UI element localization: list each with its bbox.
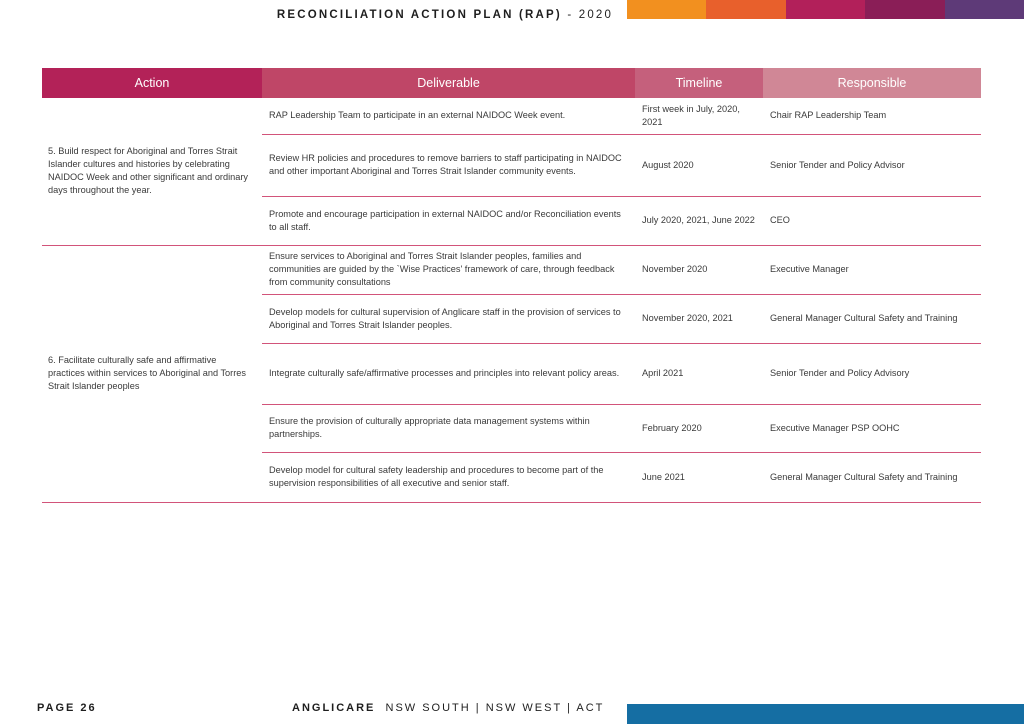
org-name: ANGLICARE — [292, 702, 376, 714]
timeline-cell: July 2020, 2021, June 2022 — [635, 196, 763, 245]
document-title-year: - 2020 — [561, 9, 614, 21]
color-segment-3 — [786, 0, 865, 19]
responsible-cell: Executive Manager PSP OOHC — [763, 404, 981, 452]
deliverable-cell: Promote and encourage participation in external NAIDOC and/or Reconciliation events to all staff. — [262, 196, 635, 245]
responsible-cell: CEO — [763, 196, 981, 245]
header-responsible: Responsible — [763, 68, 981, 98]
timeline-cell: August 2020 — [635, 134, 763, 196]
rap-table — [42, 68, 981, 503]
action-5-cell: 5. Build respect for Aboriginal and Torres Strait Islander cultures and histories by celebrating NAIDOC Week and other significant and ordinary days throughout the year. — [42, 98, 262, 245]
responsible-cell: Chair RAP Leadership Team — [763, 98, 981, 134]
org-regions: NSW SOUTH | NSW WEST | ACT — [375, 702, 605, 714]
timeline-cell: November 2020, 2021 — [635, 294, 763, 343]
responsible-cell: General Manager Cultural Safety and Training — [763, 452, 981, 502]
color-segment-4 — [865, 0, 944, 19]
timeline-cell: First week in July, 2020, 2021 — [635, 98, 763, 134]
deliverable-cell: Review HR policies and procedures to remove barriers to staff participating in NAIDOC and other important Aboriginal and Torres Strait Islander community events. — [262, 134, 635, 196]
deliverable-cell: RAP Leadership Team to participate in an external NAIDOC Week event. — [262, 98, 635, 134]
responsible-cell: General Manager Cultural Safety and Training — [763, 294, 981, 343]
timeline-cell: February 2020 — [635, 404, 763, 452]
color-segment-2 — [706, 0, 785, 19]
deliverable-cell: Ensure services to Aboriginal and Torres Strait Islander peoples, families and communities are guided by the `Wise Practices' framework of care, through feedback from community consultations — [262, 245, 635, 294]
header-deliverable: Deliverable — [262, 68, 635, 98]
deliverable-cell: Ensure the provision of culturally appropriate data management systems within partnerships. — [262, 404, 635, 452]
deliverable-cell: Develop model for cultural safety leadership and procedures to become part of the supervision responsibilities of all executive and senior staff. — [262, 452, 635, 502]
table-row — [42, 245, 981, 294]
header-color-bar — [627, 0, 1024, 19]
timeline-cell: November 2020 — [635, 245, 763, 294]
responsible-cell: Senior Tender and Policy Advisor — [763, 134, 981, 196]
deliverable-cell: Develop models for cultural supervision of Anglicare staff in the provision of services to Aboriginal and Torres Strait Islander peoples. — [262, 294, 635, 343]
responsible-cell: Senior Tender and Policy Advisory — [763, 343, 981, 404]
table-row — [42, 98, 981, 134]
color-segment-1 — [627, 0, 706, 19]
color-segment-5 — [945, 0, 1024, 19]
deliverable-cell: Integrate culturally safe/affirmative processes and principles into relevant policy areas. — [262, 343, 635, 404]
header-action: Action — [42, 68, 262, 98]
timeline-cell: April 2021 — [635, 343, 763, 404]
header-timeline: Timeline — [635, 68, 763, 98]
action-6-cell: 6. Facilitate culturally safe and affirmative practices within services to Aboriginal and Torres Strait Islander peoples — [42, 245, 262, 502]
footer-organisation — [292, 702, 604, 714]
page-number: PAGE 26 — [37, 702, 97, 714]
timeline-cell: June 2021 — [635, 452, 763, 502]
document-title-main: RECONCILIATION ACTION PLAN (RAP) — [276, 9, 562, 21]
responsible-cell: Executive Manager — [763, 245, 981, 294]
footer-color-bar — [627, 704, 1024, 724]
table-header-row — [42, 68, 981, 98]
